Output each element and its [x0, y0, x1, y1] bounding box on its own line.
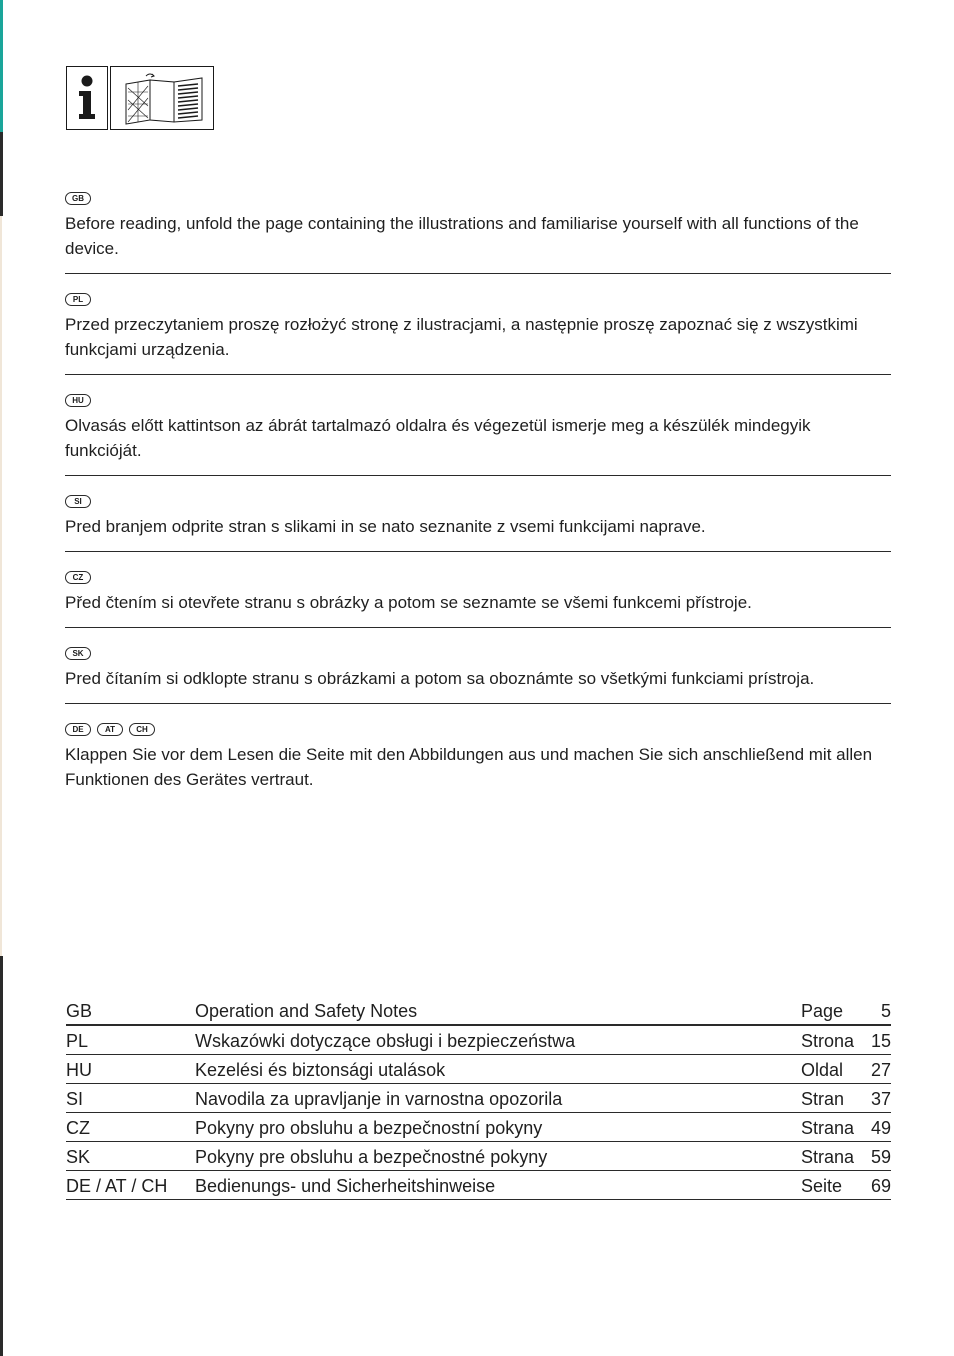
country-badges: [65, 645, 891, 661]
note-gb: [65, 186, 891, 274]
toc-page-number: 49: [865, 1113, 891, 1142]
note-cz: [65, 565, 891, 628]
edge-color-strip: [0, 0, 3, 132]
country-badges: [65, 569, 891, 585]
country-badge-cz: CZ: [65, 571, 91, 584]
country-badges: [65, 721, 891, 737]
toc-title: Navodila za upravljanje in varnostna opozorila: [195, 1084, 801, 1113]
toc-title: Kezelési és biztonsági utalások: [195, 1055, 801, 1084]
toc-title: Pokyny pre obsluhu a bezpečnostné pokyny: [195, 1142, 801, 1171]
country-badge-sk: SK: [65, 647, 91, 660]
note-hu: [65, 388, 891, 476]
country-badges: [65, 291, 891, 307]
toc-row: [66, 1142, 891, 1171]
toc-page-label: Stran: [801, 1084, 865, 1113]
toc-row: [66, 1025, 891, 1055]
note-si: [65, 489, 891, 552]
toc-page-label: Page: [801, 996, 865, 1025]
table-of-contents: [66, 996, 891, 1200]
country-badge-hu: HU: [65, 394, 91, 407]
toc-page-number: 37: [865, 1084, 891, 1113]
note-text: Before reading, unfold the page containing the illustrations and familiarise yourself with all functions of the device.: [65, 214, 859, 258]
note-text: Pred čítaním si odklopte stranu s obrázkami a potom sa oboznámte so všetkými funkciami prístroja.: [65, 669, 815, 688]
note-text: Przed przeczytaniem proszę rozłożyć stronę z ilustracjami, a następnie proszę zapoznać się z wszystkimi funkcjami urządzenia.: [65, 315, 858, 359]
country-badge-pl: PL: [65, 293, 91, 306]
toc-row: [66, 1171, 891, 1200]
country-badge-at: AT: [97, 723, 123, 736]
country-badge-ch: CH: [129, 723, 155, 736]
note-sk: [65, 641, 891, 704]
country-badges: [65, 392, 891, 408]
toc-page-number: 15: [865, 1025, 891, 1055]
toc-title: Operation and Safety Notes: [195, 996, 801, 1025]
toc-page-label: Strana: [801, 1142, 865, 1171]
note-text: Olvasás előtt kattintson az ábrát tartalmazó oldalra és végezetül ismerje meg a készülék mindegyik funkcióját.: [65, 416, 811, 460]
country-badge-si: SI: [65, 495, 91, 508]
language-notes: [65, 186, 891, 817]
toc-country-code: HU: [66, 1055, 195, 1084]
toc-page-label: Strana: [801, 1113, 865, 1142]
note-text: Klappen Sie vor dem Lesen die Seite mit den Abbildungen aus und machen Sie sich anschließend mit allen Funktionen des Gerätes vertraut.: [65, 745, 873, 789]
toc-country-code: DE / AT / CH: [66, 1171, 195, 1200]
note-de-at-ch: [65, 717, 891, 804]
toc-page-number: 27: [865, 1055, 891, 1084]
toc-title: Wskazówki dotyczące obsługi i bezpieczeństwa: [195, 1025, 801, 1055]
note-pl: [65, 287, 891, 375]
toc-page-label: Seite: [801, 1171, 865, 1200]
toc-row: [66, 1113, 891, 1142]
toc-row: [66, 1055, 891, 1084]
note-text: Pred branjem odprite stran s slikami in se nato seznanite z vsemi funkcijami naprave.: [65, 517, 706, 536]
toc-row: [66, 996, 891, 1025]
edge-dark-strip-lower: [0, 956, 3, 1356]
toc-country-code: GB: [66, 996, 195, 1025]
toc-page-label: Oldal: [801, 1055, 865, 1084]
country-badges: [65, 190, 891, 206]
toc-title: Pokyny pro obsluhu a bezpečnostní pokyny: [195, 1113, 801, 1142]
header-icons: [66, 66, 214, 130]
toc-page-number: 59: [865, 1142, 891, 1171]
info-icon: [66, 66, 108, 130]
note-text: Před čtením si otevřete stranu s obrázky a potom se seznamte se všemi funkcemi přístroje.: [65, 593, 752, 612]
toc-country-code: CZ: [66, 1113, 195, 1142]
toc-country-code: SI: [66, 1084, 195, 1113]
toc-title: Bedienungs- und Sicherheitshinweise: [195, 1171, 801, 1200]
country-badges: [65, 493, 891, 509]
country-badge-de: DE: [65, 723, 91, 736]
toc-page-number: 5: [865, 996, 891, 1025]
edge-light-strip: [0, 216, 2, 956]
toc-page-label: Strona: [801, 1025, 865, 1055]
toc-country-code: PL: [66, 1025, 195, 1055]
toc-country-code: SK: [66, 1142, 195, 1171]
unfold-page-icon: [110, 66, 214, 130]
toc-page-number: 69: [865, 1171, 891, 1200]
toc-row: [66, 1084, 891, 1113]
edge-dark-strip: [0, 132, 3, 216]
country-badge-gb: GB: [65, 192, 91, 205]
